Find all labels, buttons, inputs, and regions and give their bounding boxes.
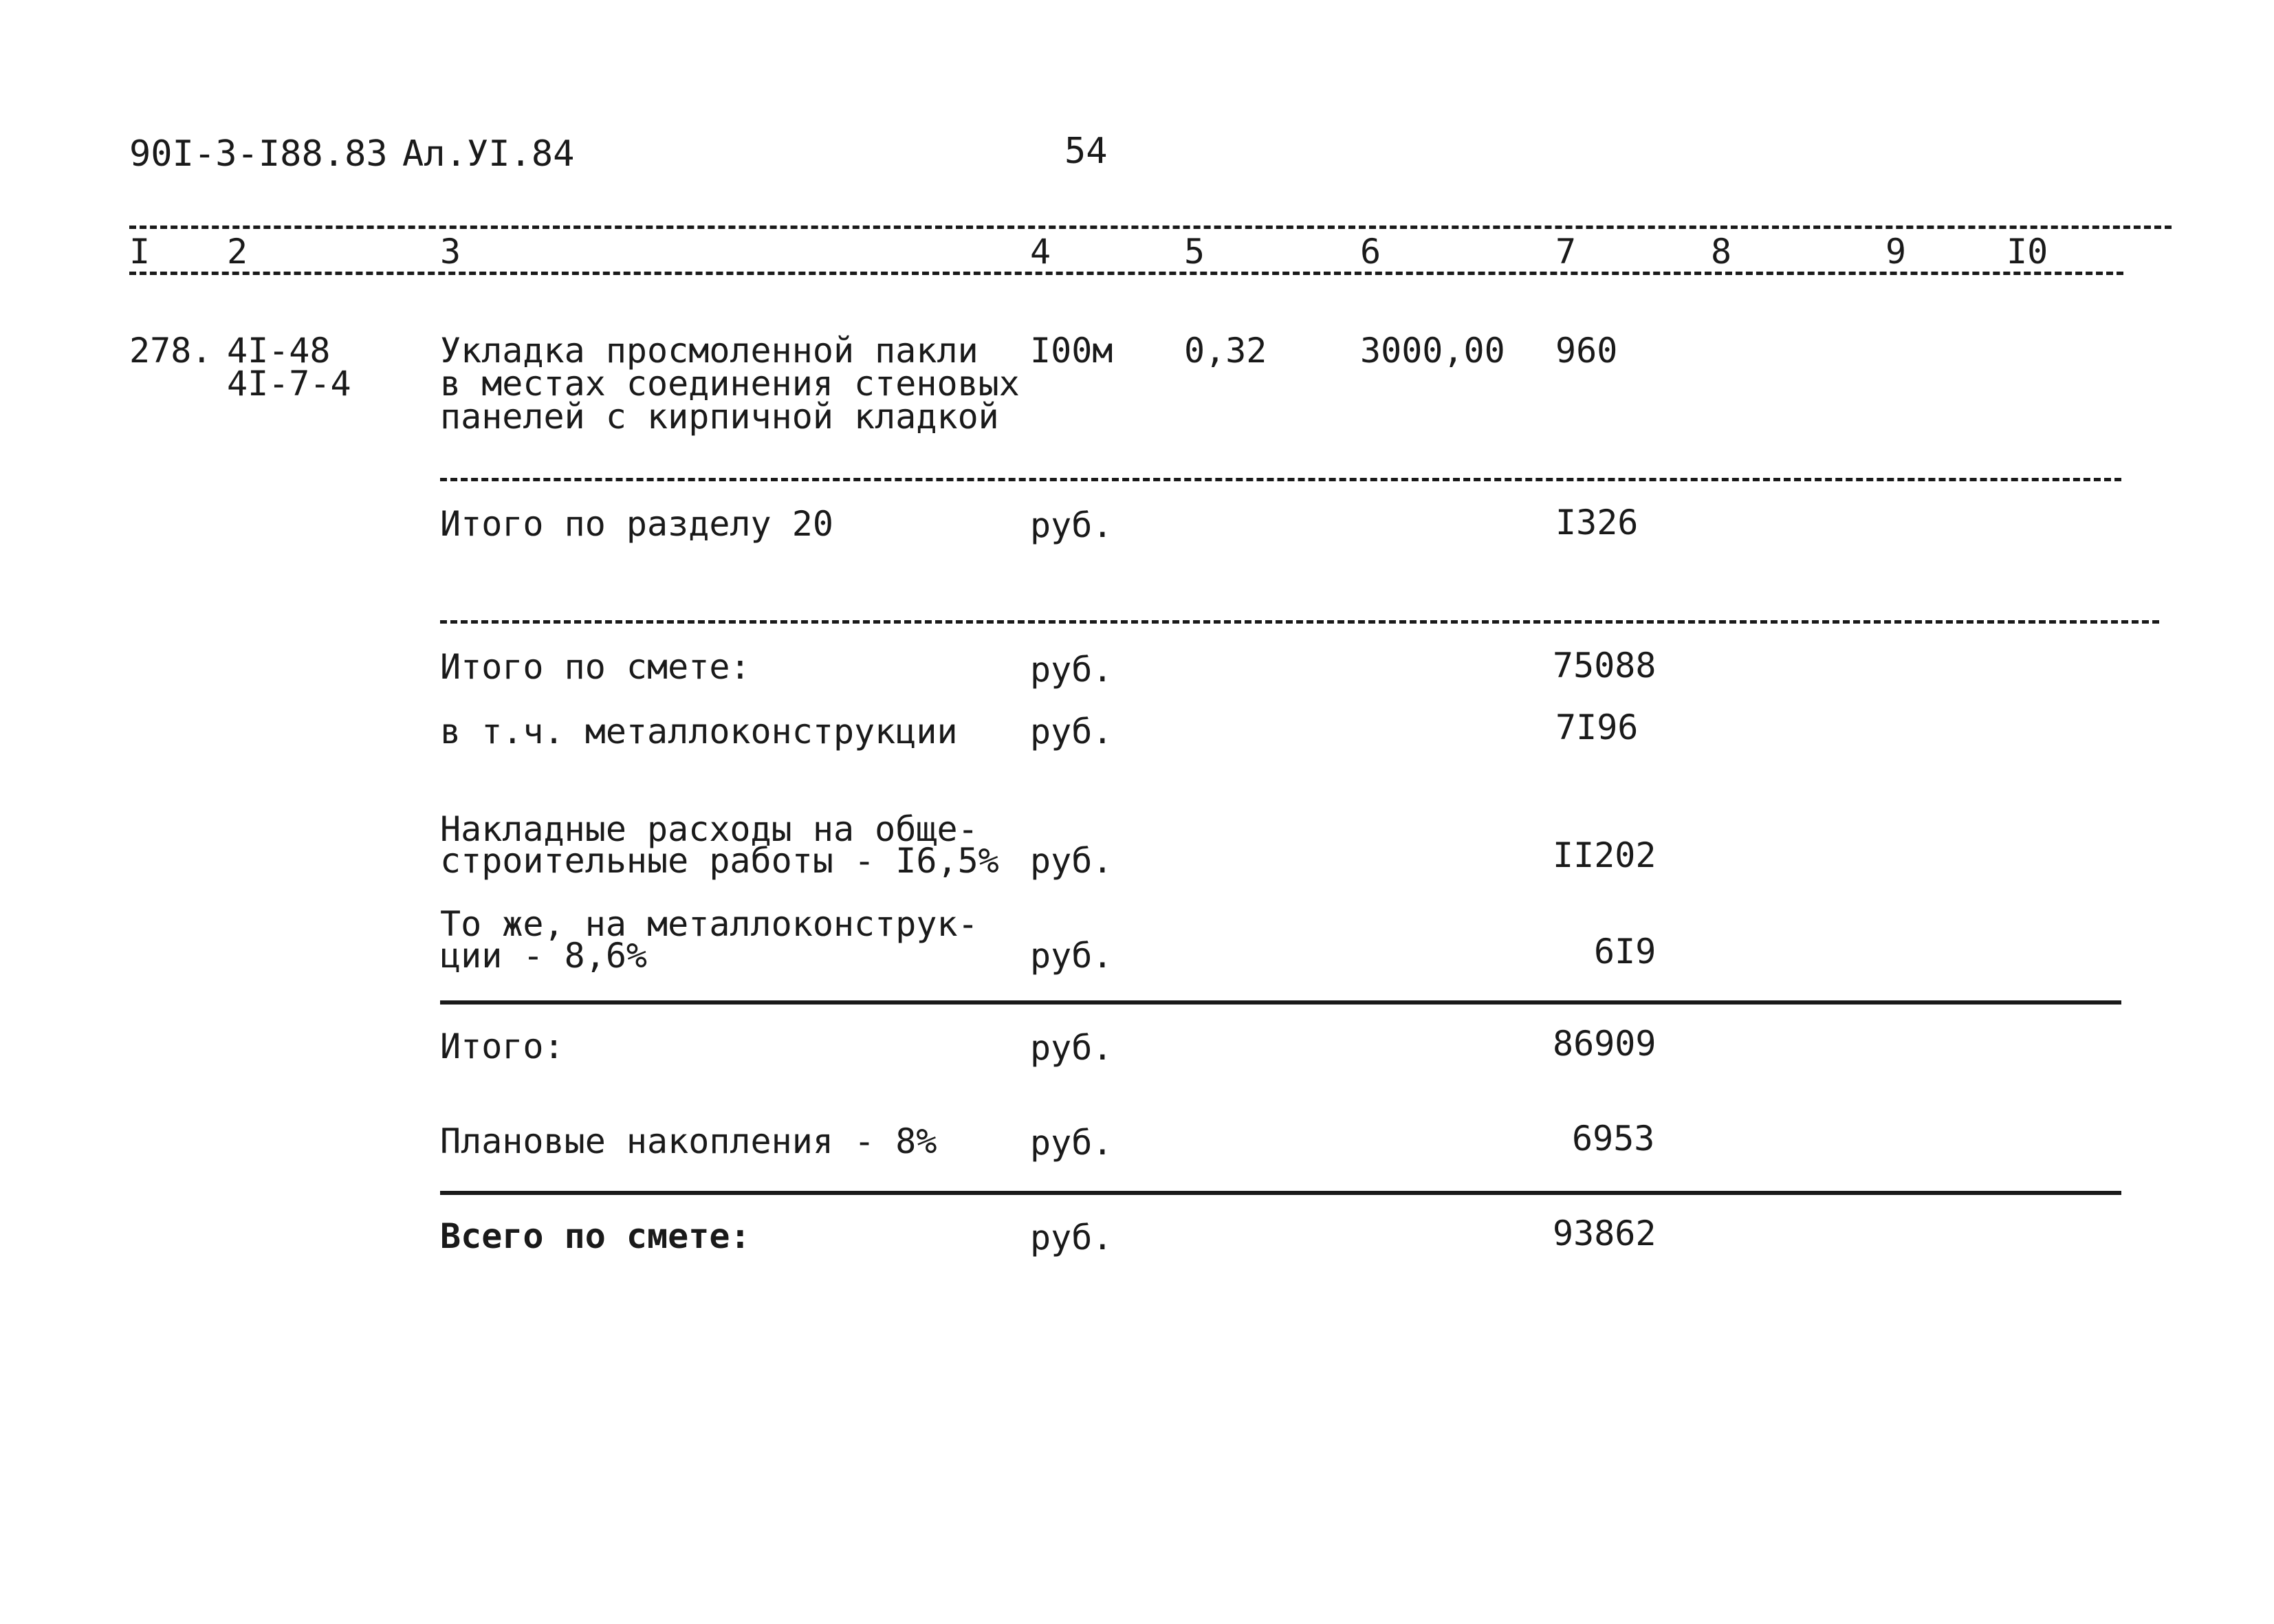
- column-number-8: 8: [1711, 232, 1732, 272]
- metal-structures-label: в т.ч. металлоконструкции: [440, 712, 958, 751]
- metal-structures-unit: руб.: [1030, 712, 1113, 751]
- estimate-total-label: Итого по смете:: [440, 647, 751, 687]
- item-description-line-3: панелей с кирпичной кладкой: [440, 397, 999, 437]
- column-number-7: 7: [1555, 232, 1577, 272]
- item-cost: 960: [1555, 331, 1618, 371]
- column-number-4: 4: [1030, 232, 1051, 272]
- overhead-metal-label-line-2: ции - 8,6%: [440, 936, 648, 976]
- album-reference: Ал.УI.84: [402, 133, 575, 175]
- subtotal-label: Итого:: [440, 1027, 565, 1066]
- section-total-label: Итого по разделу 20: [440, 504, 833, 544]
- overhead-general-value: II202: [1553, 835, 1657, 875]
- planned-accumulation-label: Плановые накопления - 8%: [440, 1121, 937, 1161]
- column-number-6: 6: [1360, 232, 1381, 272]
- grand-total-value: 93862: [1553, 1214, 1657, 1253]
- overhead-general-label-line-1: Накладные расходы на обще-: [440, 809, 979, 849]
- divider-line: [440, 1191, 2121, 1195]
- section-total-unit: руб.: [1030, 505, 1113, 545]
- overhead-general-label-line-2: строительные работы - I6,5%: [440, 841, 999, 881]
- document-code: 90I-3-I88.83: [129, 133, 388, 175]
- column-number-5: 5: [1184, 232, 1205, 272]
- item-description-line-1: Укладка просмоленной пакли: [440, 331, 979, 371]
- overhead-metal-label-line-1: То же, на металлоконструк-: [440, 904, 979, 944]
- overhead-metal-unit: руб.: [1030, 936, 1113, 976]
- grand-total-unit: руб.: [1030, 1218, 1113, 1258]
- overhead-general-unit: руб.: [1030, 841, 1113, 881]
- item-code: 4I-48: [227, 331, 331, 371]
- item-code-secondary: 4I-7-4: [227, 364, 351, 404]
- estimate-total-unit: руб.: [1030, 650, 1113, 690]
- page-number: 54: [1064, 131, 1108, 172]
- column-header-top-line: [129, 226, 2172, 229]
- item-index: 278.: [129, 331, 212, 371]
- item-quantity: 0,32: [1184, 331, 1267, 371]
- column-number-9: 9: [1885, 232, 1907, 272]
- subtotal-unit: руб.: [1030, 1028, 1113, 1068]
- item-unit: I00м: [1030, 331, 1113, 371]
- column-number-10: I0: [2007, 232, 2048, 272]
- column-number-1: I: [129, 232, 151, 272]
- item-unit-price: 3000,00: [1360, 331, 1505, 371]
- divider-line: [440, 620, 2159, 624]
- subtotal-value: 86909: [1553, 1024, 1657, 1064]
- section-total-value: I326: [1555, 503, 1639, 542]
- column-header-bottom-line: [129, 272, 2123, 275]
- planned-accumulation-unit: руб.: [1030, 1123, 1113, 1163]
- item-description-line-2: в местах соединения стеновых: [440, 364, 1020, 404]
- column-number-2: 2: [227, 232, 248, 272]
- divider-line: [440, 478, 2121, 481]
- metal-structures-value: 7I96: [1555, 707, 1639, 747]
- planned-accumulation-value: 6953: [1572, 1119, 1655, 1159]
- overhead-metal-value: 6I9: [1594, 932, 1657, 972]
- estimate-total-value: 75088: [1553, 646, 1657, 685]
- column-number-3: 3: [440, 232, 461, 272]
- grand-total-label: Всего по смете:: [440, 1216, 751, 1256]
- divider-line: [440, 1000, 2121, 1005]
